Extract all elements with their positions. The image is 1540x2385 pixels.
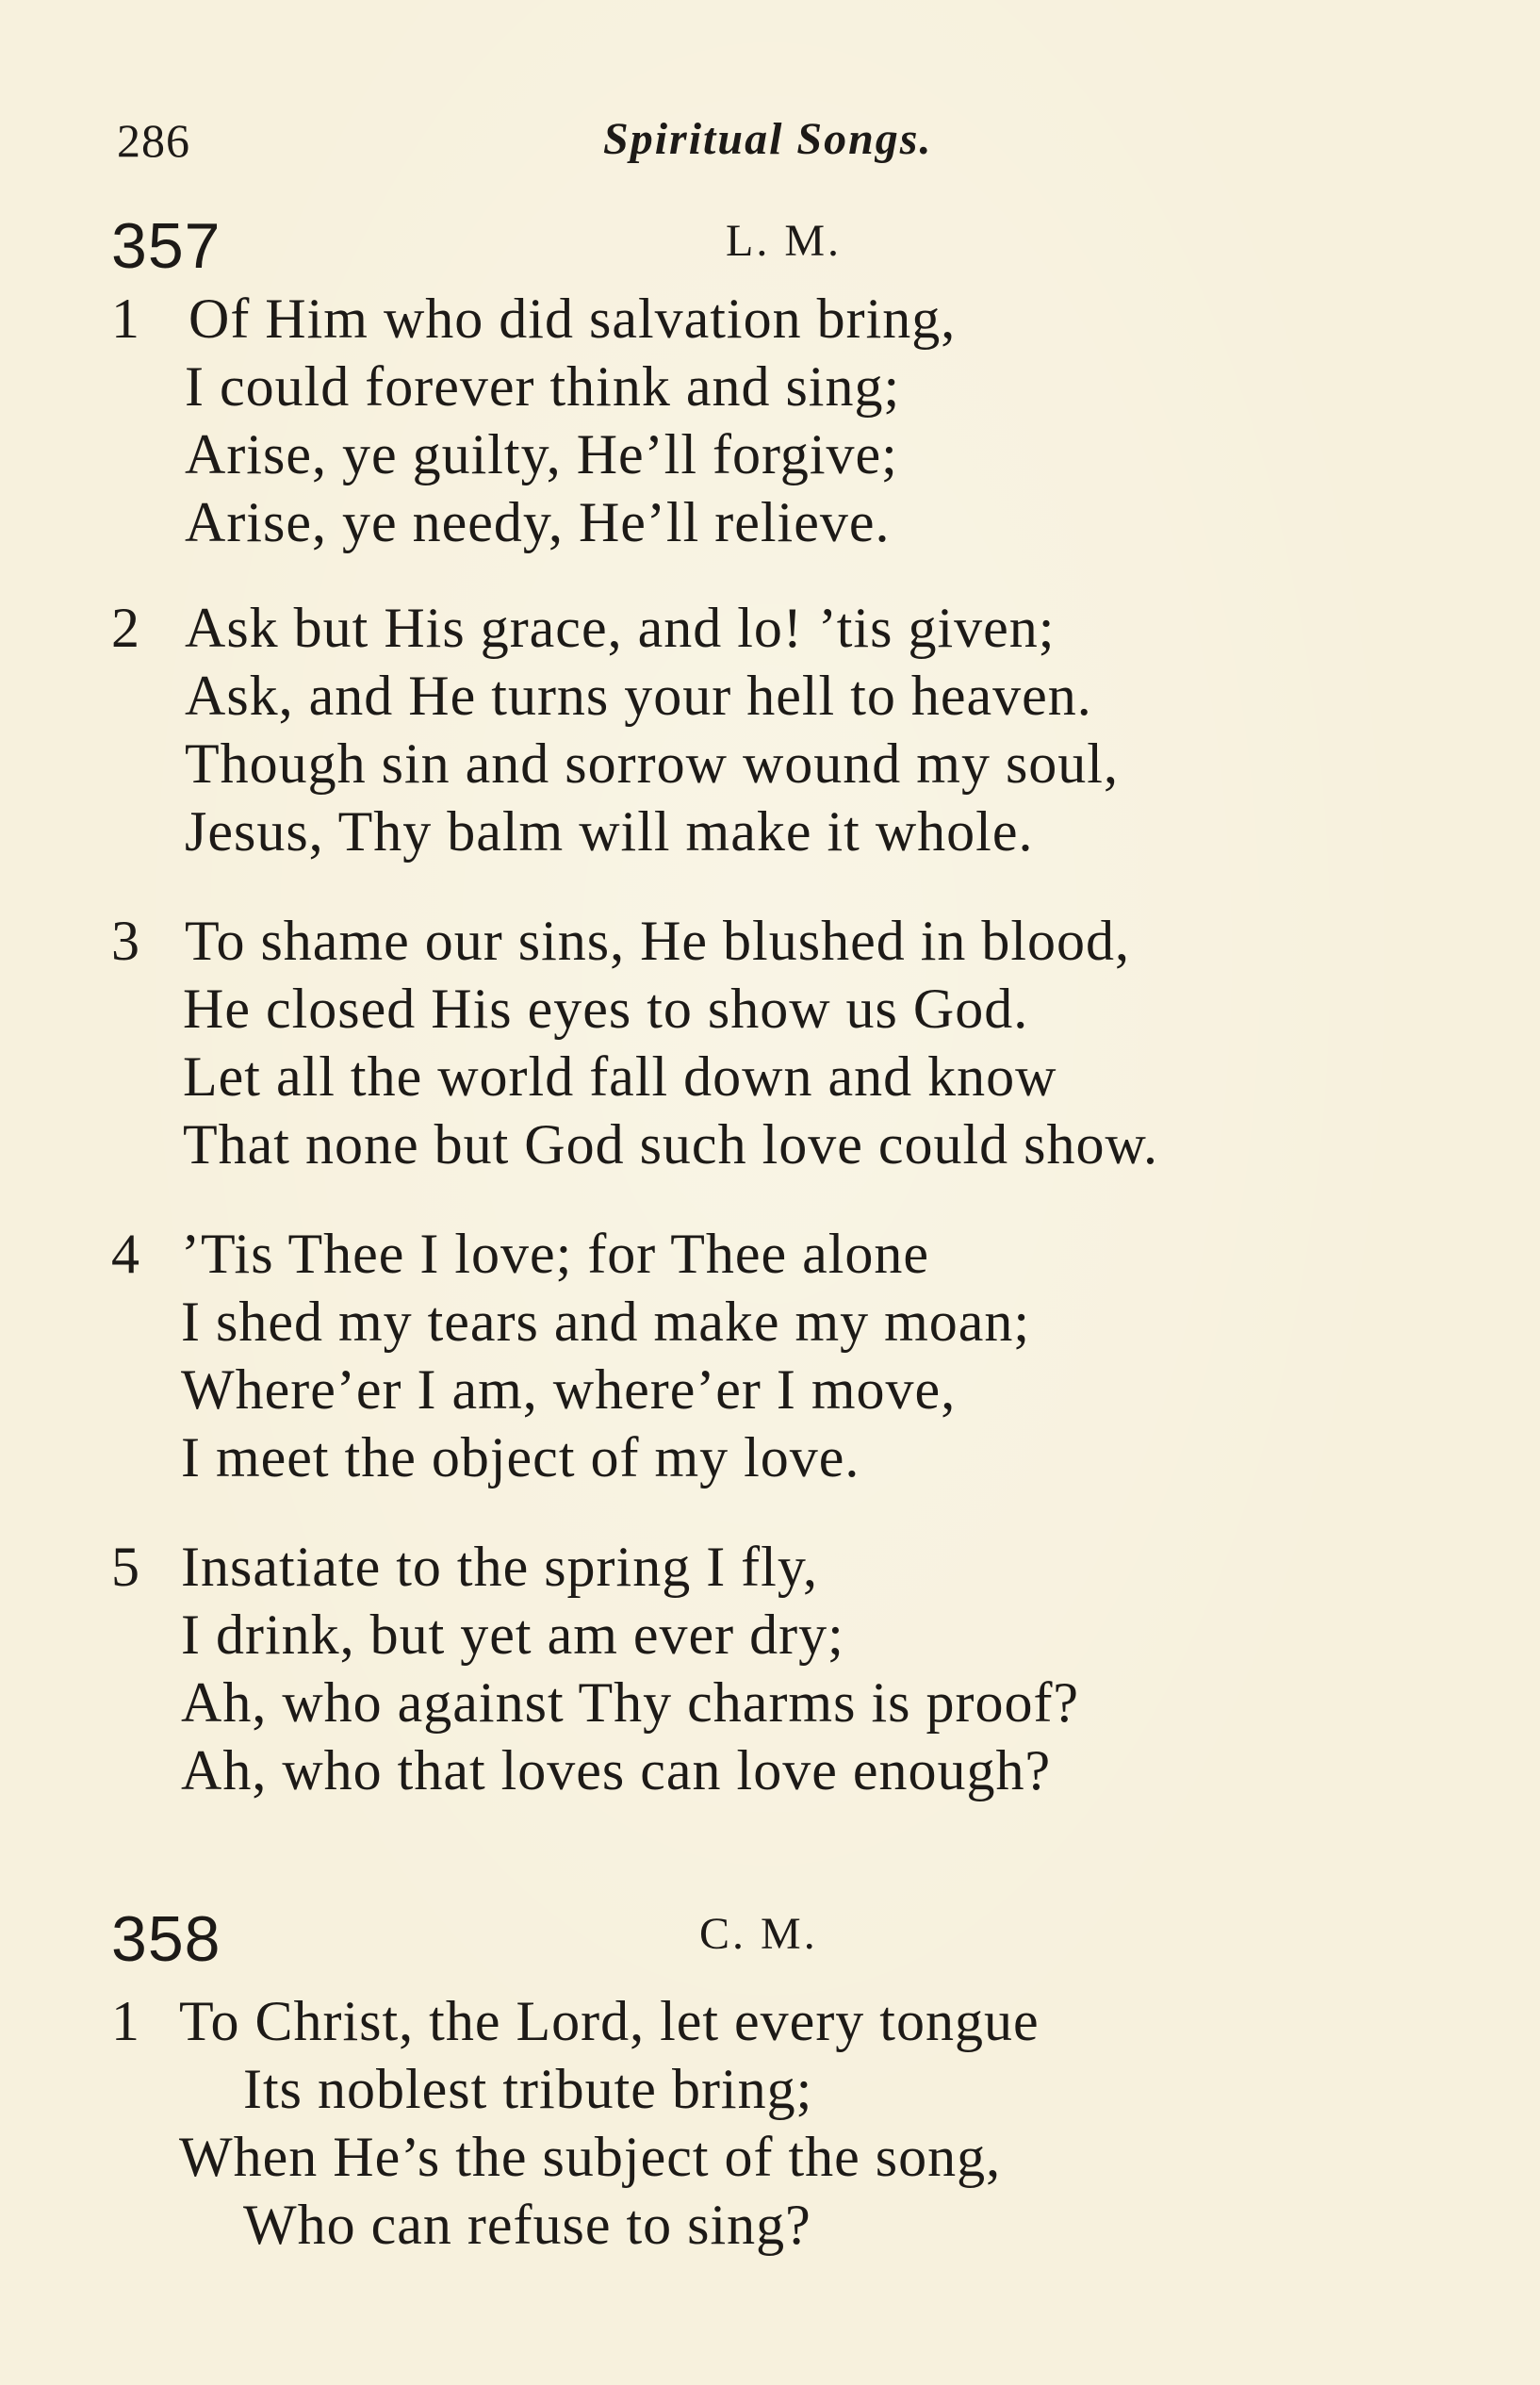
verse-line: ’Tis Thee I love; for Thee alone (181, 1223, 930, 1285)
verse-line: Ask, and He turns your hell to heaven. (185, 665, 1092, 727)
hymn-number: 357 (111, 210, 221, 282)
hymn-358 (0, 1902, 1540, 2298)
verse-line: Its noblest tribute bring; (243, 2058, 813, 2120)
stanza-number: 5 (111, 1536, 139, 1598)
verse-line: I could forever think and sing; (185, 355, 901, 418)
verse-line: Ah, who that loves can love enough? (181, 1739, 1052, 1801)
verse-line: To Christ, the Lord, let every tongue (179, 1990, 1040, 2052)
running-head: Spiritual Songs. (603, 114, 933, 164)
verse-line: Ask but His grace, and lo! ’tis given; (185, 597, 1056, 659)
verse-line: Who can refuse to sing? (243, 2194, 811, 2256)
stanza-number: 4 (111, 1223, 139, 1285)
verse-line: Insatiate to the spring I fly, (181, 1536, 818, 1598)
page-number: 286 (117, 114, 190, 167)
verse-line: I drink, but yet am ever dry; (181, 1604, 844, 1666)
verse-line: Let all the world fall down and know (183, 1045, 1057, 1108)
verse-line: Arise, ye guilty, He’ll forgive; (185, 423, 898, 485)
hymn-number: 358 (111, 1903, 221, 1975)
stanza-number: 1 (111, 288, 139, 350)
stanza-number: 2 (111, 597, 139, 659)
stanza-number: 1 (111, 1990, 139, 2052)
verse-line: I meet the object of my love. (181, 1426, 860, 1489)
verse-line: Arise, ye needy, He’ll relieve. (185, 491, 891, 553)
verse-line: He closed His eyes to show us God. (183, 978, 1029, 1040)
verse-line: Though sin and sorrow wound my soul, (185, 732, 1119, 795)
verse-line: Ah, who against Thy charms is proof? (181, 1671, 1080, 1734)
stanza-number: 3 (111, 910, 139, 972)
hymn-357 (0, 209, 1540, 1868)
verse-line: I shed my tears and make my moan; (181, 1291, 1031, 1353)
verse-line: When He’s the subject of the song, (179, 2126, 1002, 2188)
hymn-meter: C. M. (699, 1909, 818, 1959)
verse-line: To shame our sins, He blushed in blood, (185, 910, 1131, 972)
hymn-meter: L. M. (726, 216, 842, 266)
verse-line: Where’er I am, where’er I move, (181, 1358, 957, 1421)
verse-line: That none but God such love could show. (183, 1113, 1158, 1176)
verse-line: Jesus, Thy balm will make it whole. (185, 800, 1034, 863)
verse-line: Of Him who did salvation bring, (188, 288, 957, 350)
